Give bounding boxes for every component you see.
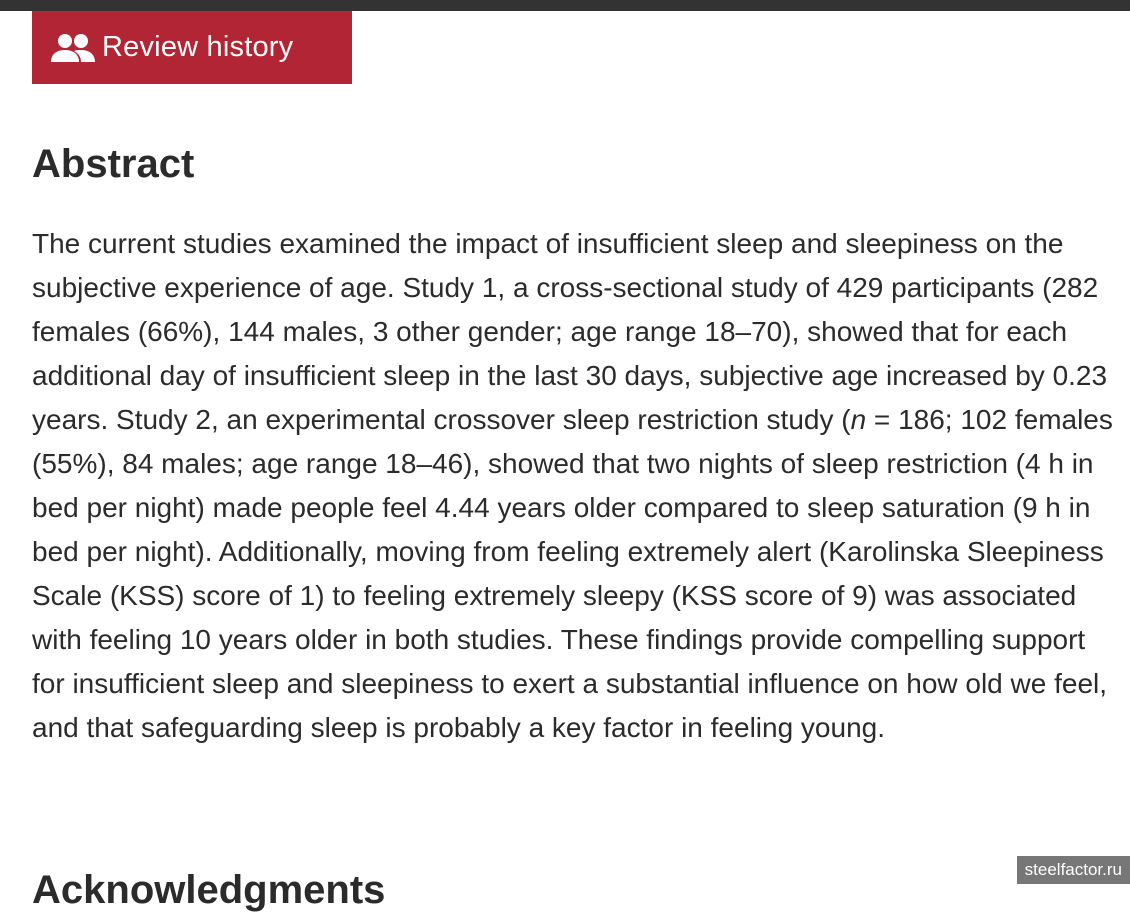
abstract-text-part1: The current studies examined the impact of insufficient sleep and sleepiness on the subjective experience of age. Study 1, a cross-sectional study of 429 participants (282 females (66%), 144 males, 3 other gender; age range 18–70), showed that for each additional day of insufficient sleep in the last 30 days, subjective age increased by 0.23 years. Study 2, an experimental crossover sleep restriction study ( bbox=[32, 228, 1107, 435]
watermark: steelfactor.ru bbox=[1017, 856, 1130, 884]
people-icon bbox=[50, 32, 96, 64]
abstract-text-part2: = 186; 102 females (55%), 84 males; age range 18–46), showed that two nights of sleep restriction (4 h in bed per night) made people feel 4.44 years older compared to sleep saturation (9 h in bed per night). Additionally, moving from feeling extremely alert (Karolinska Sleepiness Scale (KSS) score of 1) to feeling extremely sleepy (KSS score of 9) was associated with feeling 10 years older in both studies. These findings provide compelling support for insufficient sleep and sleepiness to exert a substantial influence on how old we feel, and that safeguarding sleep is probably a key factor in feeling young. bbox=[32, 404, 1113, 743]
abstract-text bbox=[32, 222, 1122, 750]
review-history-button[interactable] bbox=[32, 11, 352, 84]
acknowledgments-heading: Acknowledgments bbox=[32, 866, 385, 914]
sample-size-symbol: n bbox=[851, 404, 867, 435]
abstract-heading: Abstract bbox=[32, 140, 194, 188]
review-history-label: Review history bbox=[102, 33, 293, 62]
top-bar bbox=[0, 0, 1130, 11]
